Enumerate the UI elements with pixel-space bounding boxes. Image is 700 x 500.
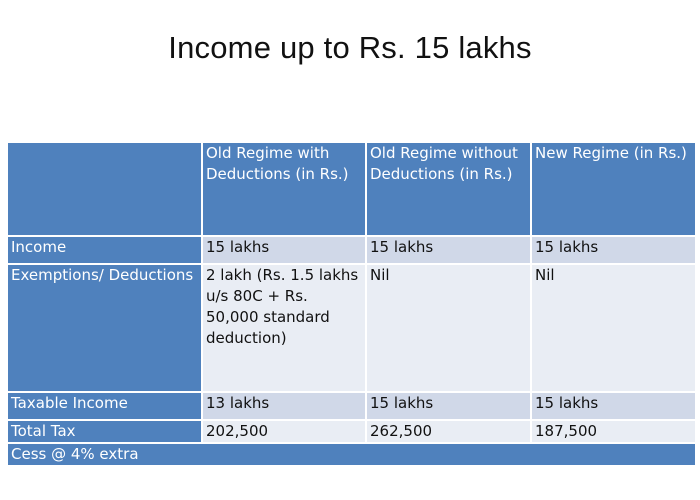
- table-row: [7, 236, 696, 264]
- table-cell: 15 lakhs: [366, 236, 531, 264]
- header-old-regime-with-deductions: Old Regime with Deductions (in Rs.): [202, 142, 366, 236]
- table-footnote-row: [7, 443, 696, 466]
- header-new-regime: New Regime (in Rs.): [531, 142, 696, 236]
- table-row: [7, 264, 696, 392]
- table-cell: 187,500: [531, 420, 696, 443]
- row-label-exemptions-deductions: Exemptions/ Deductions: [7, 264, 202, 392]
- cess-footnote: Cess @ 4% extra: [7, 443, 696, 466]
- table-row: [7, 392, 696, 420]
- tax-comparison-table: [6, 141, 697, 467]
- table-cell: 262,500: [366, 420, 531, 443]
- row-label-total-tax: Total Tax: [7, 420, 202, 443]
- table-cell: 13 lakhs: [202, 392, 366, 420]
- slide-title: Income up to Rs. 15 lakhs: [168, 30, 532, 65]
- table-cell: 15 lakhs: [531, 236, 696, 264]
- table-cell: 15 lakhs: [531, 392, 696, 420]
- row-label-taxable-income: Taxable Income: [7, 392, 202, 420]
- table-header-row: [7, 142, 696, 236]
- table-row: [7, 420, 696, 443]
- table-cell: 202,500: [202, 420, 366, 443]
- header-empty-cell: [7, 142, 202, 236]
- table-cell: Nil: [531, 264, 696, 392]
- table-cell: 15 lakhs: [366, 392, 531, 420]
- table-cell: 15 lakhs: [202, 236, 366, 264]
- row-label-income: Income: [7, 236, 202, 264]
- table-cell: 2 lakh (Rs. 1.5 lakhs u/s 80C + Rs. 50,000 standard deduction): [202, 264, 366, 392]
- table-cell: Nil: [366, 264, 531, 392]
- header-old-regime-without-deductions: Old Regime without Deductions (in Rs.): [366, 142, 531, 236]
